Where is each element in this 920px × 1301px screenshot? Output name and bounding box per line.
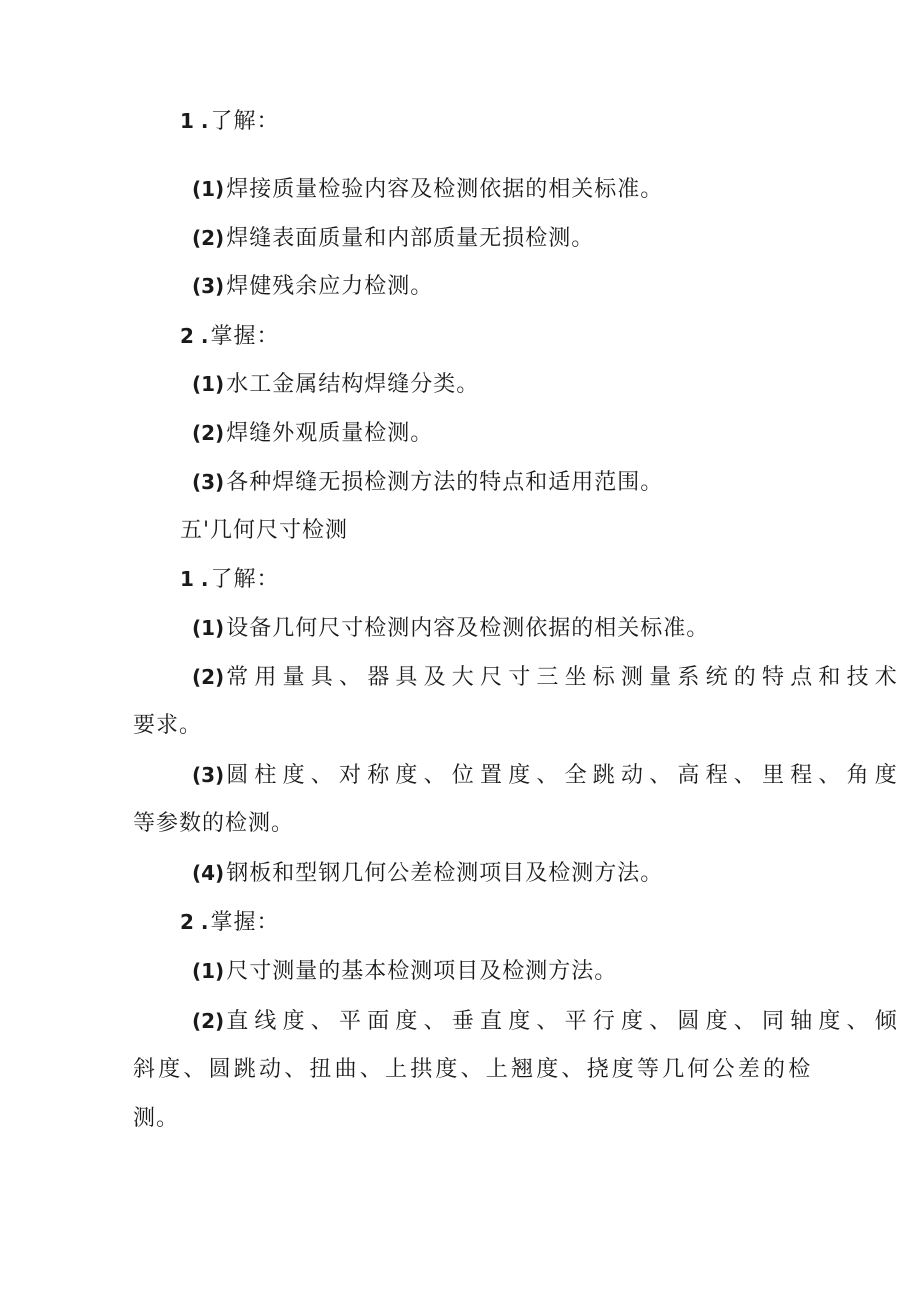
item-number: (2): [192, 665, 225, 689]
item-text: 焊缝外观质量检测。: [226, 421, 434, 446]
item-number: (2): [192, 1009, 225, 1033]
item-text: 斜度、圆跳动、扭曲、上拱度、上翘度、挠度等几何公差的检: [133, 1057, 814, 1082]
item-number: (1): [192, 959, 225, 983]
item-text: 了解：: [210, 109, 280, 134]
item-text: 各种焊缝无损检测方法的特点和适用范围。: [226, 470, 664, 495]
item-text: 等参数的检测。: [133, 811, 295, 836]
section5-item-1-3-cont: [133, 809, 294, 839]
section5-item-2-2-cont: [133, 1055, 813, 1085]
section5-item-2-2: [192, 1006, 903, 1037]
item-number: (1): [192, 616, 225, 640]
item-text: 焊缝表面质量和内部质量无损检测。: [226, 226, 595, 251]
section5-item-1-heading: [180, 564, 280, 595]
item-number: (3): [192, 763, 225, 787]
item-number: (3): [192, 274, 225, 298]
item-number: 2 .: [180, 910, 209, 934]
item-text: 焊健残余应力检测。: [226, 274, 434, 299]
item-text: 掌握：: [210, 324, 280, 349]
item-text: 常用量具、器具及大尺寸三坐标测量系统的特点和技术: [226, 665, 904, 690]
section5-item-1-2: [192, 662, 903, 693]
item-text: 了解：: [210, 567, 280, 592]
item-number: (2): [192, 226, 225, 250]
item-text: 焊接质量检验内容及检测依据的相关标准。: [226, 177, 664, 202]
section-title: 五'几何尺寸检测: [180, 518, 349, 543]
item-number: 1 .: [180, 109, 209, 133]
item-text: 要求。: [133, 713, 203, 738]
item-2-3: [192, 467, 663, 498]
item-number: (3): [192, 470, 225, 494]
item-text: 掌握：: [210, 910, 280, 935]
section5-item-1-3: [192, 760, 903, 791]
section5-item-2-2-cont2: [133, 1104, 179, 1134]
item-text: 水工金属结构焊缝分类。: [226, 372, 480, 397]
item-text: 尺寸测量的基本检测项目及检测方法。: [226, 959, 618, 984]
item-1-1: [192, 174, 663, 205]
section5-item-1-1: [192, 613, 709, 644]
item-1-3: [192, 271, 433, 302]
section5-item-2-heading: [180, 907, 280, 938]
section5-item-1-4: [192, 858, 663, 889]
item-number: (1): [192, 372, 225, 396]
item-number: 1 .: [180, 567, 209, 591]
item-text: 钢板和型钢几何公差检测项目及检测方法。: [226, 861, 664, 886]
item-1-heading: [180, 106, 280, 137]
section-heading-5: [180, 516, 348, 546]
item-number: (2): [192, 421, 225, 445]
item-2-1: [192, 369, 479, 400]
item-number: (4): [192, 861, 225, 885]
item-text: 圆柱度、对称度、位置度、全跳动、高程、里程、角度: [226, 763, 904, 788]
section5-item-2-1: [192, 956, 617, 987]
item-number: 2 .: [180, 324, 209, 348]
item-text: 直线度、平面度、垂直度、平行度、圆度、同轴度、倾: [226, 1009, 904, 1034]
item-number: (1): [192, 177, 225, 201]
item-text: 设备几何尺寸检测内容及检测依据的相关标准。: [226, 616, 710, 641]
item-1-2: [192, 223, 594, 254]
item-2-2: [192, 418, 433, 449]
item-2-heading: [180, 321, 280, 352]
section5-item-1-2-cont: [133, 711, 202, 741]
item-text: 测。: [133, 1106, 180, 1131]
